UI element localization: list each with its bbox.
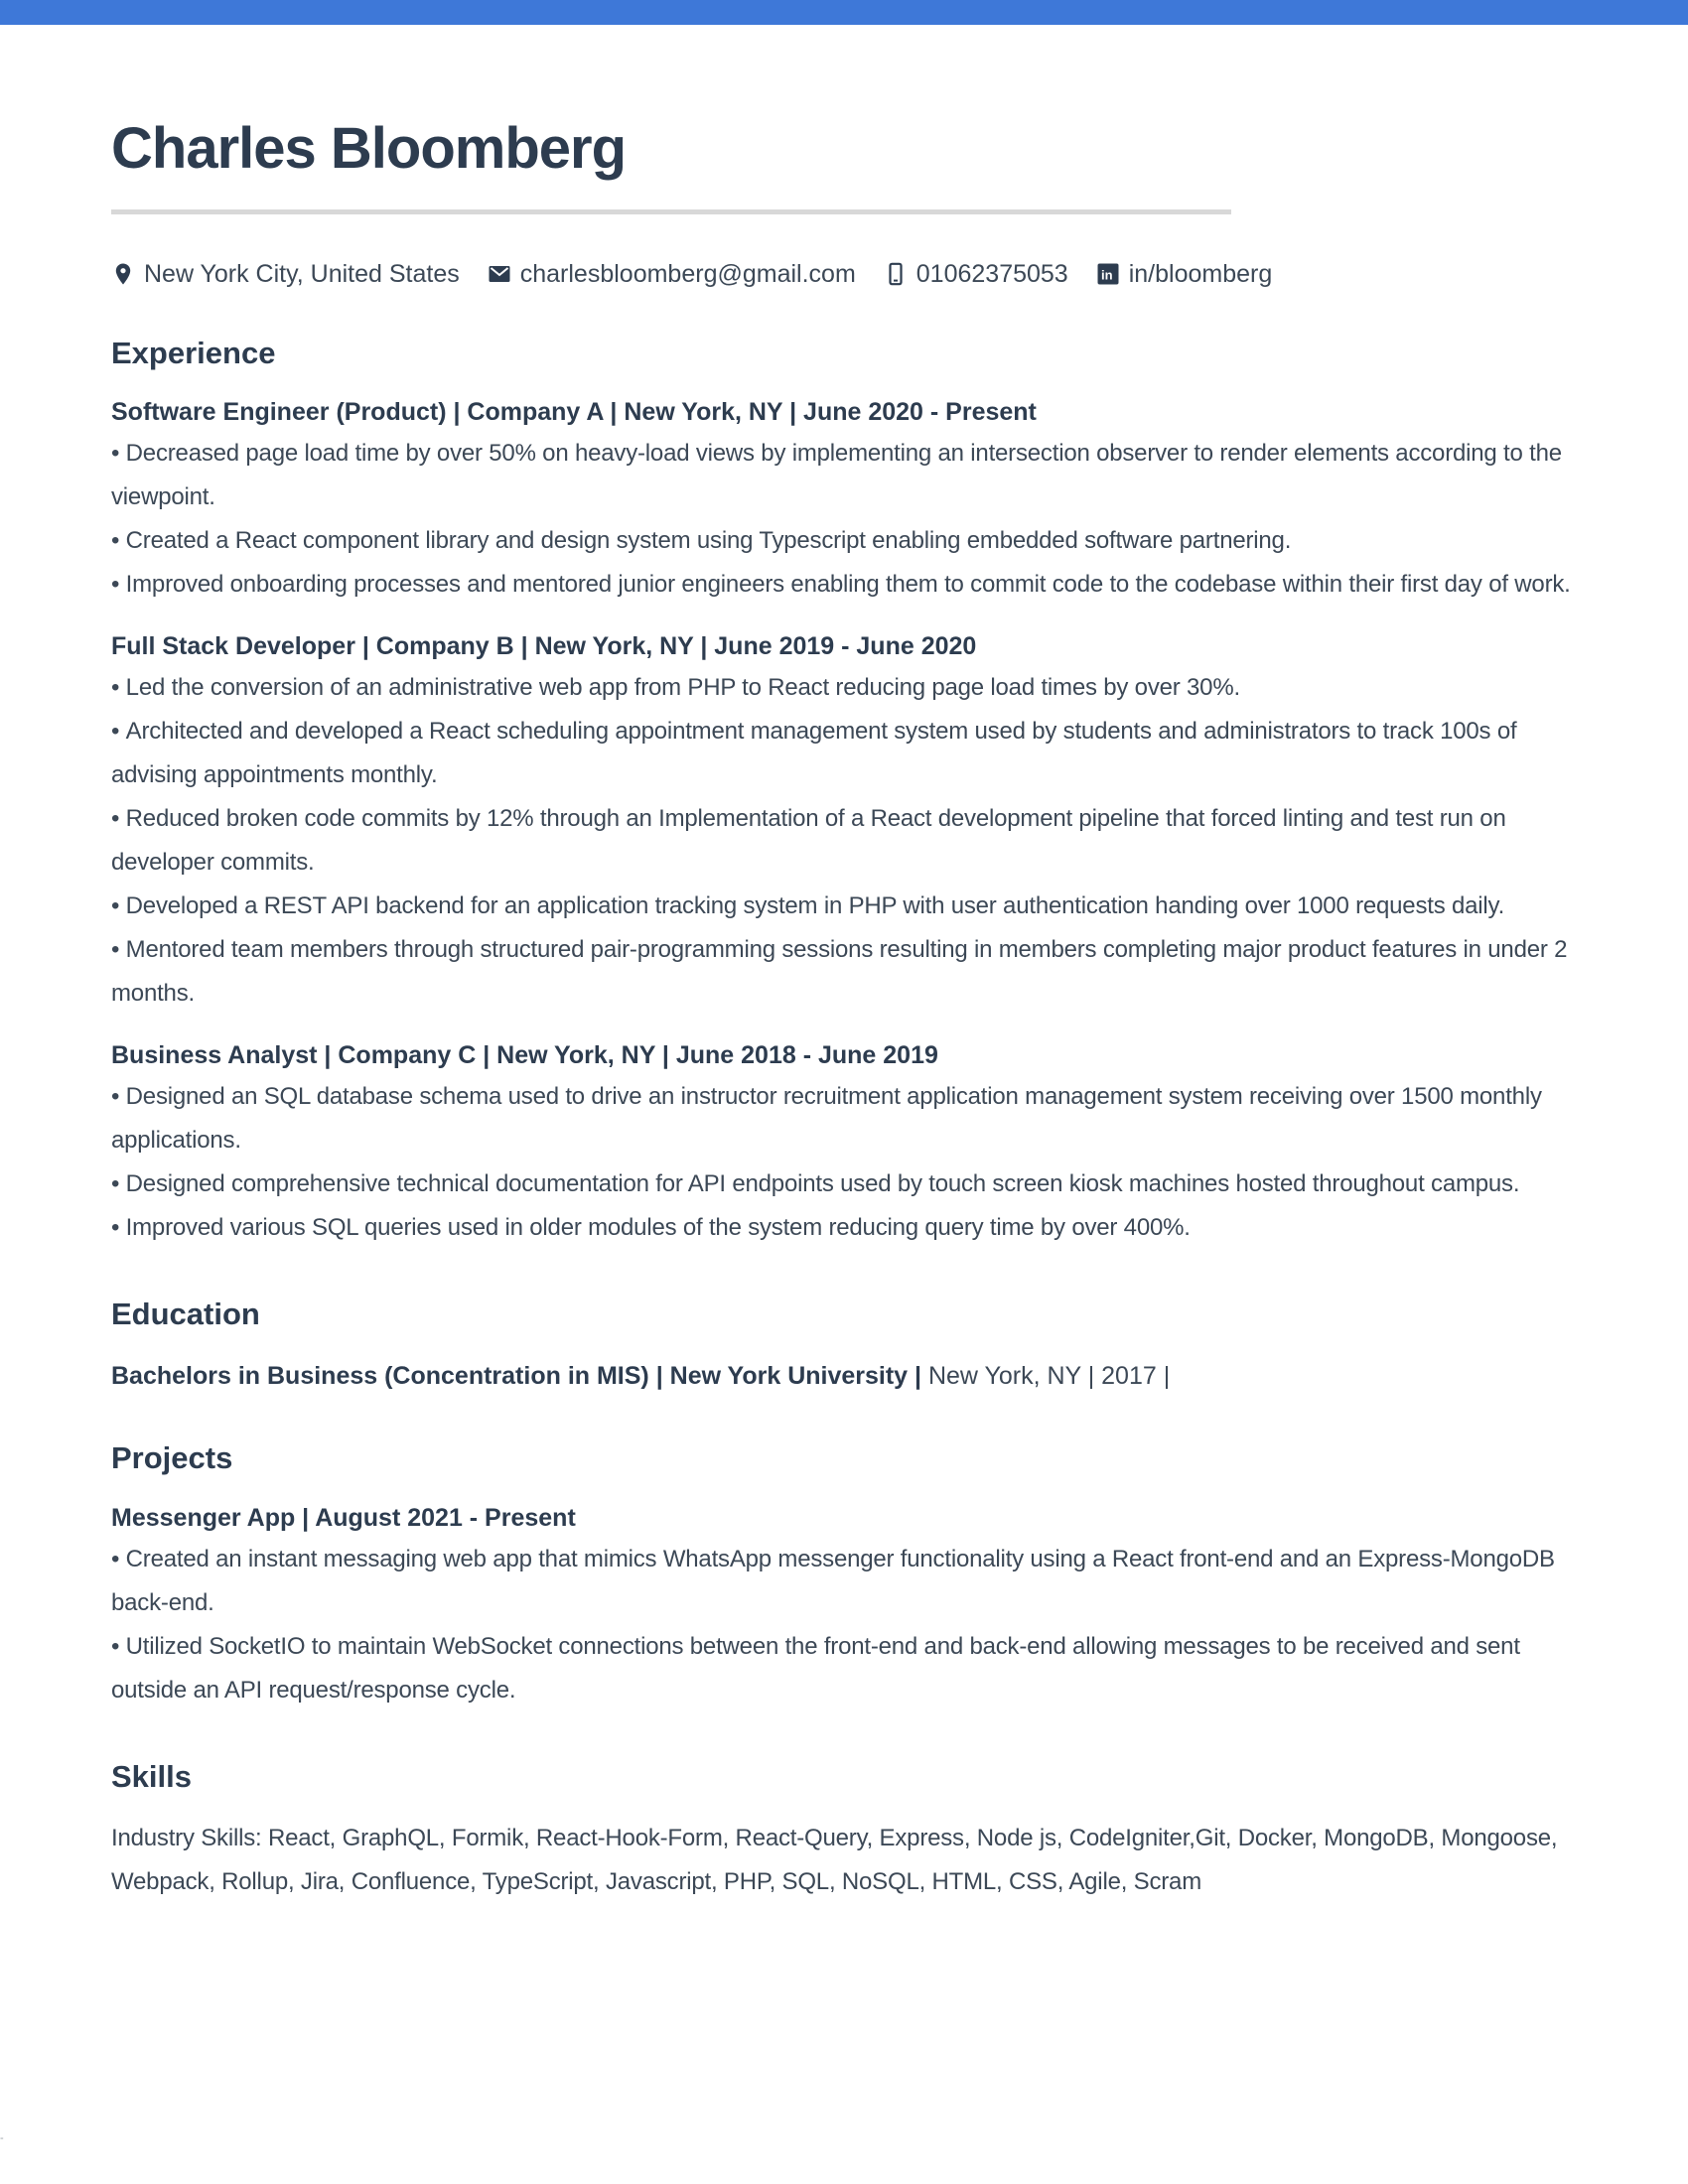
section-experience: [111, 335, 1579, 1250]
project-bullet: • Created an instant messaging web app that mimics WhatsApp messenger functionality using a React front-end and an Express-MongoDB back-end.: [111, 1538, 1579, 1625]
contact-phone: [884, 260, 1068, 289]
degree-location-year: New York, NY | 2017 |: [921, 1362, 1171, 1391]
job-bullets: [111, 432, 1579, 607]
job-bullet: • Architected and developed a React scheduling appointment management system used by students and administrators to track 100s of advising appointments monthly.: [111, 710, 1579, 797]
project-title: Messenger App | August 2021 - Present: [111, 1504, 576, 1533]
project-bullet: • Utilized SocketIO to maintain WebSocket connections between the front-end and back-end allowing messages to be received and sent outside an API request/response cycle.: [111, 1625, 1579, 1712]
job-title: Business Analyst | Company C | New York, NY | June 2018 - June 2019: [111, 1040, 938, 1069]
header-divider: [111, 209, 1231, 214]
education-heading: Education: [111, 1296, 260, 1331]
project-entry: [111, 1502, 1579, 1712]
job-title: Full Stack Developer | Company B | New York, NY | June 2019 - June 2020: [111, 632, 977, 661]
job-bullet: • Decreased page load time by over 50% on heavy-load views by implementing an intersection observer to render elements according to the viewpoint.: [111, 432, 1579, 519]
experience-entry: [111, 396, 1579, 607]
job-bullets: [111, 1075, 1579, 1250]
job-bullet: • Developed a REST API backend for an application tracking system in PHP with user authentication handing over 1000 requests daily.: [111, 885, 1579, 928]
job-bullets: [111, 666, 1579, 1016]
stray-mark: -: [0, 2132, 4, 2144]
contact-linkedin: [1096, 260, 1273, 289]
job-bullet: • Reduced broken code commits by 12% through an Implementation of a React development pipeline that forced linting and test run on developer commits.: [111, 797, 1579, 885]
contact-row: [111, 260, 1579, 289]
candidate-name: Charles Bloomberg: [111, 116, 626, 181]
section-projects: [111, 1439, 1579, 1712]
job-bullet: • Created a React component library and design system using Typescript enabling embedded software partnering.: [111, 519, 1579, 563]
email-icon: [488, 262, 511, 286]
job-bullet: • Improved various SQL queries used in older modules of the system reducing query time by over 400%.: [111, 1206, 1579, 1250]
job-bullet: • Mentored team members through structured pair-programming sessions resulting in members completing major product features in under 2 months.: [111, 928, 1579, 1016]
job-bullet: • Led the conversion of an administrative web app from PHP to React reducing page load times by over 30%.: [111, 666, 1579, 710]
contact-email-text: charlesbloomberg@gmail.com: [519, 259, 856, 288]
resume-page: [0, 114, 1688, 1904]
section-skills: [111, 1758, 1579, 1904]
degree-line: [111, 1359, 1579, 1394]
experience-entry: [111, 1039, 1579, 1250]
job-bullet: • Designed an SQL database schema used to drive an instructor recruitment application management system receiving over 1500 monthly applications.: [111, 1075, 1579, 1162]
top-accent-bar: [0, 0, 1688, 25]
job-title: Software Engineer (Product) | Company A | New York, NY | June 2020 - Present: [111, 398, 1037, 427]
contact-linkedin-text: in/bloomberg: [1128, 259, 1273, 288]
degree-title: Bachelors in Business (Concentration in MIS) | New York University |: [111, 1362, 922, 1391]
contact-email: [488, 260, 856, 289]
phone-icon: [884, 262, 908, 286]
section-education: [111, 1296, 1579, 1395]
experience-heading: Experience: [111, 335, 276, 370]
skills-heading: Skills: [111, 1758, 192, 1794]
contact-location-text: New York City, United States: [144, 259, 460, 288]
location-pin-icon: [111, 262, 135, 286]
project-bullets: [111, 1538, 1579, 1712]
skills-list: Industry Skills: React, GraphQL, Formik, React-Hook-Form, React-Query, Express, Node js, CodeIgniter,Git, Docker, MongoDB, Mongoose, Webpack, Rollup, Jira, Confluence, TypeScript, Javascript, PHP, SQL, NoSQL, HTML, CSS, Agile, Scram: [111, 1824, 1558, 1895]
experience-entry: [111, 630, 1579, 1016]
linkedin-icon: [1096, 262, 1120, 286]
svg-text:in: in: [1100, 267, 1113, 283]
projects-heading: Projects: [111, 1440, 233, 1476]
contact-phone-text: 01062375053: [915, 259, 1068, 288]
contact-location: [111, 260, 460, 289]
job-bullet: • Designed comprehensive technical documentation for API endpoints used by touch screen kiosk machines hosted throughout campus.: [111, 1162, 1579, 1206]
job-bullet: • Improved onboarding processes and mentored junior engineers enabling them to commit code to the codebase within their first day of work.: [111, 563, 1579, 607]
